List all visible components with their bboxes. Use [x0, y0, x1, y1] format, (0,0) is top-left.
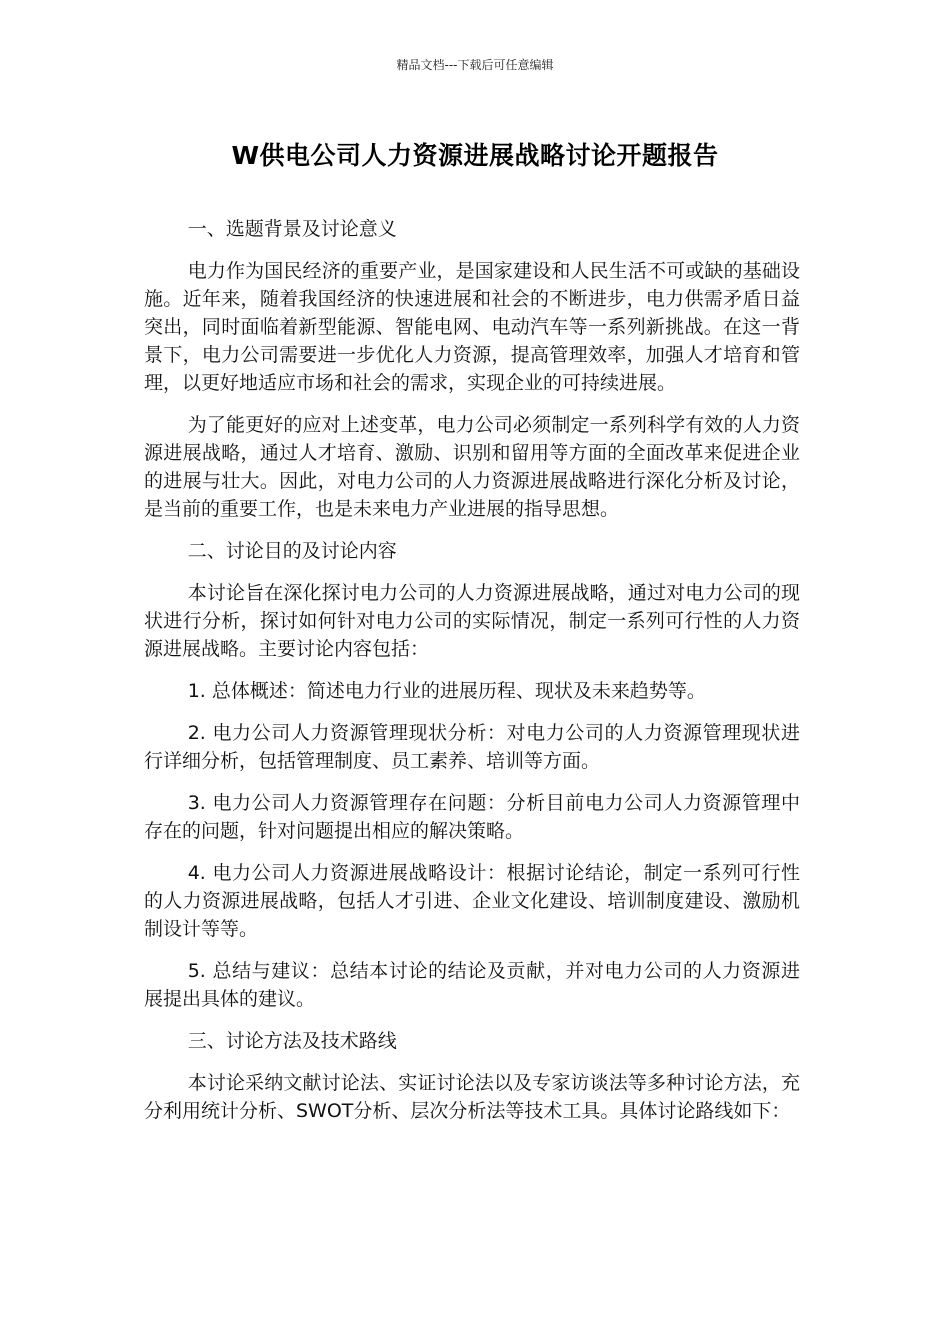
list-item: 1. 总体概述：简述电力行业的进展历程、现状及未来趋势等。: [187, 680, 706, 702]
list-item: 5. 总结与建议：总结本讨论的结论及贡献，并对电力公司的人力资源进展提出具体的建议。: [144, 960, 800, 1010]
section-heading: 一、选题背景及讨论意义: [187, 218, 397, 240]
section-heading: 三、讨论方法及技术路线: [187, 1030, 397, 1052]
section-heading: 二、讨论目的及讨论内容: [187, 540, 397, 562]
header-note: 精品文档---下载后可任意编辑: [396, 58, 554, 72]
list-item: 2. 电力公司人力资源管理现状分析：对电力公司的人力资源管理现状进行详细分析，包括管理制度、员工素养、培训等方面。: [144, 722, 800, 772]
paragraph: 为了能更好的应对上述变革，电力公司必须制定一系列科学有效的人力资源进展战略，通过人才培育、激励、识别和留用等方面的全面改革来促进企业的进展与壮大。因此，对电力公司的人力资源进展战略进行深化分析及讨论，是当前的重要工作，也是未来电力产业进展的指导思想。: [144, 414, 800, 520]
paragraph: 本讨论采纳文献讨论法、实证讨论法以及专家访谈法等多种讨论方法，充分利用统计分析、SWOT分析、层次分析法等技术工具。具体讨论路线如下：: [144, 1072, 800, 1122]
document-title: W供电公司人力资源进展战略讨论开题报告: [231, 141, 719, 170]
list-item: 3. 电力公司人力资源管理存在问题：分析目前电力公司人力资源管理中存在的问题，针对问题提出相应的解决策略。: [144, 792, 800, 842]
document-body: [144, 215, 800, 1139]
list-item: 4. 电力公司人力资源进展战略设计：根据讨论结论，制定一系列可行性的人力资源进展战略，包括人才引进、企业文化建设、培训制度建设、激励机制设计等等。: [144, 862, 800, 940]
paragraph: 电力作为国民经济的重要产业，是国家建设和人民生活不可或缺的基础设施。近年来，随着我国经济的快速进展和社会的不断进步，电力供需矛盾日益突出，同时面临着新型能源、智能电网、电动汽车等一系列新挑战。在这一背景下，电力公司需要进一步优化人力资源，提高管理效率，加强人才培育和管理，以更好地适应市场和社会的需求，实现企业的可持续进展。: [144, 260, 800, 394]
paragraph: 本讨论旨在深化探讨电力公司的人力资源进展战略，通过对电力公司的现状进行分析，探讨如何针对电力公司的实际情况，制定一系列可行性的人力资源进展战略。主要讨论内容包括：: [144, 582, 800, 660]
